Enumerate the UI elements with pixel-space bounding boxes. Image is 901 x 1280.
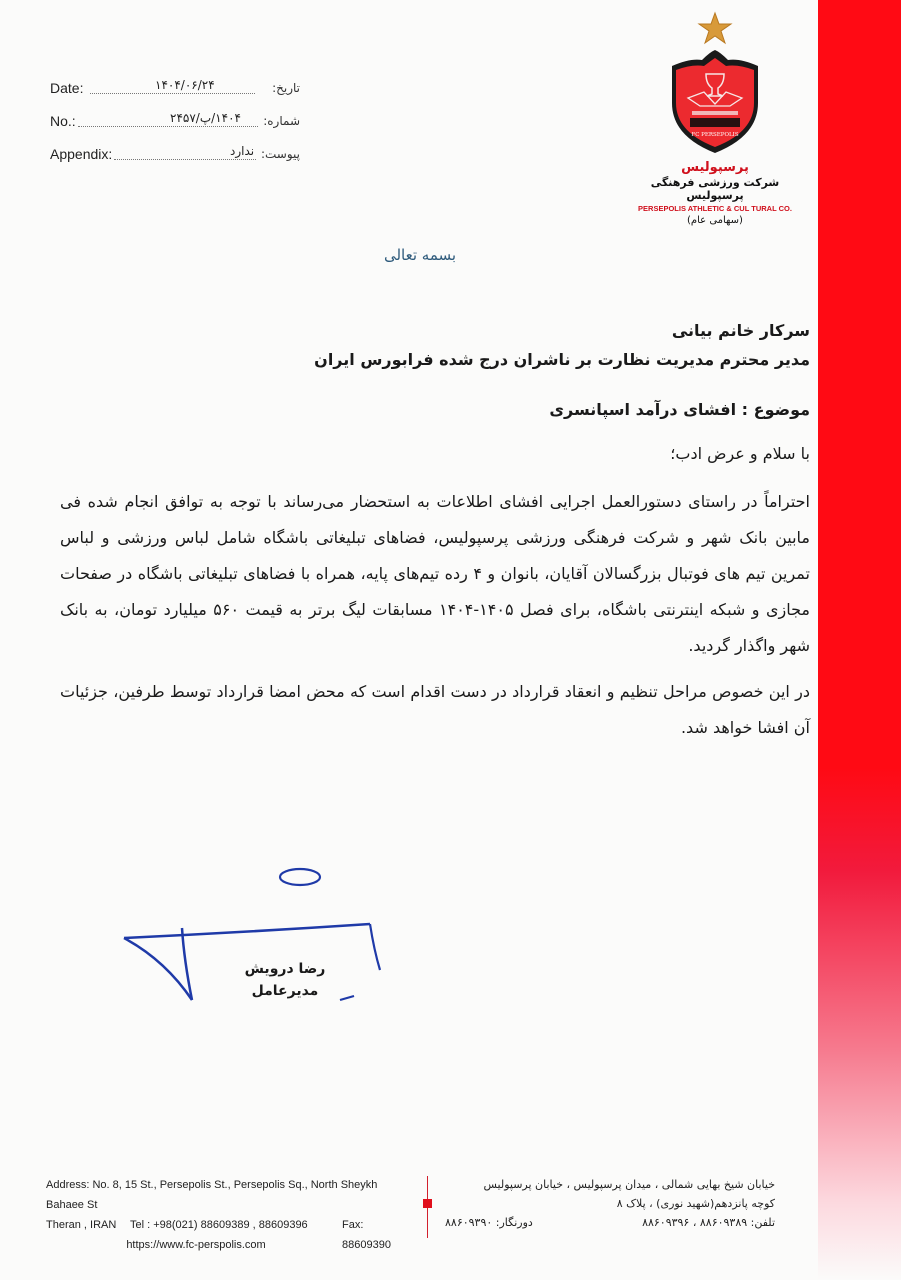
footer-tel-en: Tel : +98(021) 88609389 , 88609396: [130, 1219, 308, 1231]
persepolis-crest-icon: [660, 8, 770, 158]
signatory-title: مدیرعامل: [251, 983, 319, 999]
logo-company-fa: شرکت ورزشی فرهنگی پرسپولیس: [650, 176, 780, 202]
date-row: [50, 78, 300, 111]
appendix-label-fa: پیوست:: [260, 147, 300, 161]
appendix-row: [50, 144, 300, 177]
logo-name-fa: پرسپولیس: [681, 160, 749, 175]
number-value: ۱۴۰۴/پ/۲۴۵۷: [170, 111, 241, 125]
footer-tel-fa: تلفن: ۸۸۶۰۹۳۸۹ ، ۸۸۶۰۹۳۹۶: [642, 1216, 775, 1229]
letter-greeting: با سلام و عرض ادب؛: [670, 444, 810, 463]
footer-website-link[interactable]: https://www.fc-perspolis.com: [126, 1239, 266, 1251]
letter-subject: موضوع : افشای درآمد اسپانسری: [549, 400, 810, 419]
footer-persian: [445, 1175, 775, 1232]
footer-fax-fa: دورنگار: ۸۸۶۰۹۳۹۰: [445, 1216, 533, 1229]
recipient-block: [60, 316, 810, 374]
persepolis-logo: [630, 8, 800, 226]
recipient-title: مدیر محترم مدیریت نظارت بر ناشران درج شده فرابورس ایران: [314, 350, 810, 369]
date-label-en: Date:: [50, 80, 84, 96]
footer-address-fa-1: خیابان شیخ بهایی شمالی ، میدان پرسپولیس ، خیابان پرسپولیس: [483, 1178, 775, 1191]
letter-footer: [0, 1168, 818, 1251]
svg-text:FC PERSEPOLIS: FC PERSEPOLIS: [691, 132, 739, 138]
footer-english: [46, 1175, 406, 1255]
appendix-label-en: Appendix:: [50, 146, 113, 162]
footer-fax-en: Fax: 88609390: [342, 1219, 391, 1251]
red-side-bar: [818, 0, 901, 1280]
letter-body: [60, 484, 810, 756]
appendix-value: ندارد: [230, 144, 255, 158]
footer-address-fa-2: کوچه پانزدهم(شهید نوری) ، پلاک ۸: [616, 1197, 775, 1210]
letter-meta: [50, 78, 300, 177]
date-value: ۱۴۰۴/۰۶/۲۴: [155, 78, 215, 92]
signatory-name: رضا درویش: [244, 961, 326, 977]
logo-company-type: (سهامی عام): [687, 215, 743, 226]
number-label-fa: شماره:: [263, 114, 300, 128]
dotted-line: [114, 159, 256, 160]
body-paragraph-1: احتراماً در راستای دستورالعمل اجرایی افشای اطلاعات به استحضار می‌رساند با توجه به توافق انجام شده فی مابین بانک شهر و شرکت فرهنگی ورزشی پرسپولیس، فضاهای تبلیغاتی باشگاه شامل لباس ورزشی و لباس تمرین تیم های فوتبال بزرگسالان آقایان، بانوان و ۴ رده تیم‌های پایه، همراه با فضاهای تبلیغاتی باشگاه در صفحات مجازی و شبکه اینترنتی باشگاه، برای فصل ۱۴۰۵-۱۴۰۴ مسابقات لیگ برتر به قیمت ۵۶۰ میلیارد تومان، به بانک شهر واگذار گردید.: [60, 492, 811, 655]
number-row: [50, 111, 300, 144]
dotted-line: [78, 126, 258, 127]
footer-contact-fa: [445, 1213, 775, 1232]
basmala: بسمه تعالی: [383, 246, 457, 264]
dotted-line: [90, 93, 255, 94]
recipient-name: سرکار خانم بیانی: [671, 321, 810, 340]
date-label-fa: تاریخ:: [272, 81, 300, 95]
footer-city-en: Theran , IRAN: [46, 1219, 117, 1231]
footer-red-square: [423, 1199, 432, 1208]
number-label-en: No.:: [50, 113, 76, 129]
body-paragraph-2: در این خصوص مراحل تنظیم و انعقاد قرارداد در دست اقدام است که محض امضا قرارداد توسط طرفین، جزئیات آن افشا خواهد شد.: [60, 682, 810, 737]
signatory: [240, 958, 330, 1002]
logo-company-en: PERSEPOLIS ATHLETIC & CUL TURAL CO.: [638, 204, 792, 213]
footer-address-en: Address: No. 8, 15 St., Persepolis St., Persepolis Sq., North Sheykh Bahaee St: [46, 1179, 378, 1211]
